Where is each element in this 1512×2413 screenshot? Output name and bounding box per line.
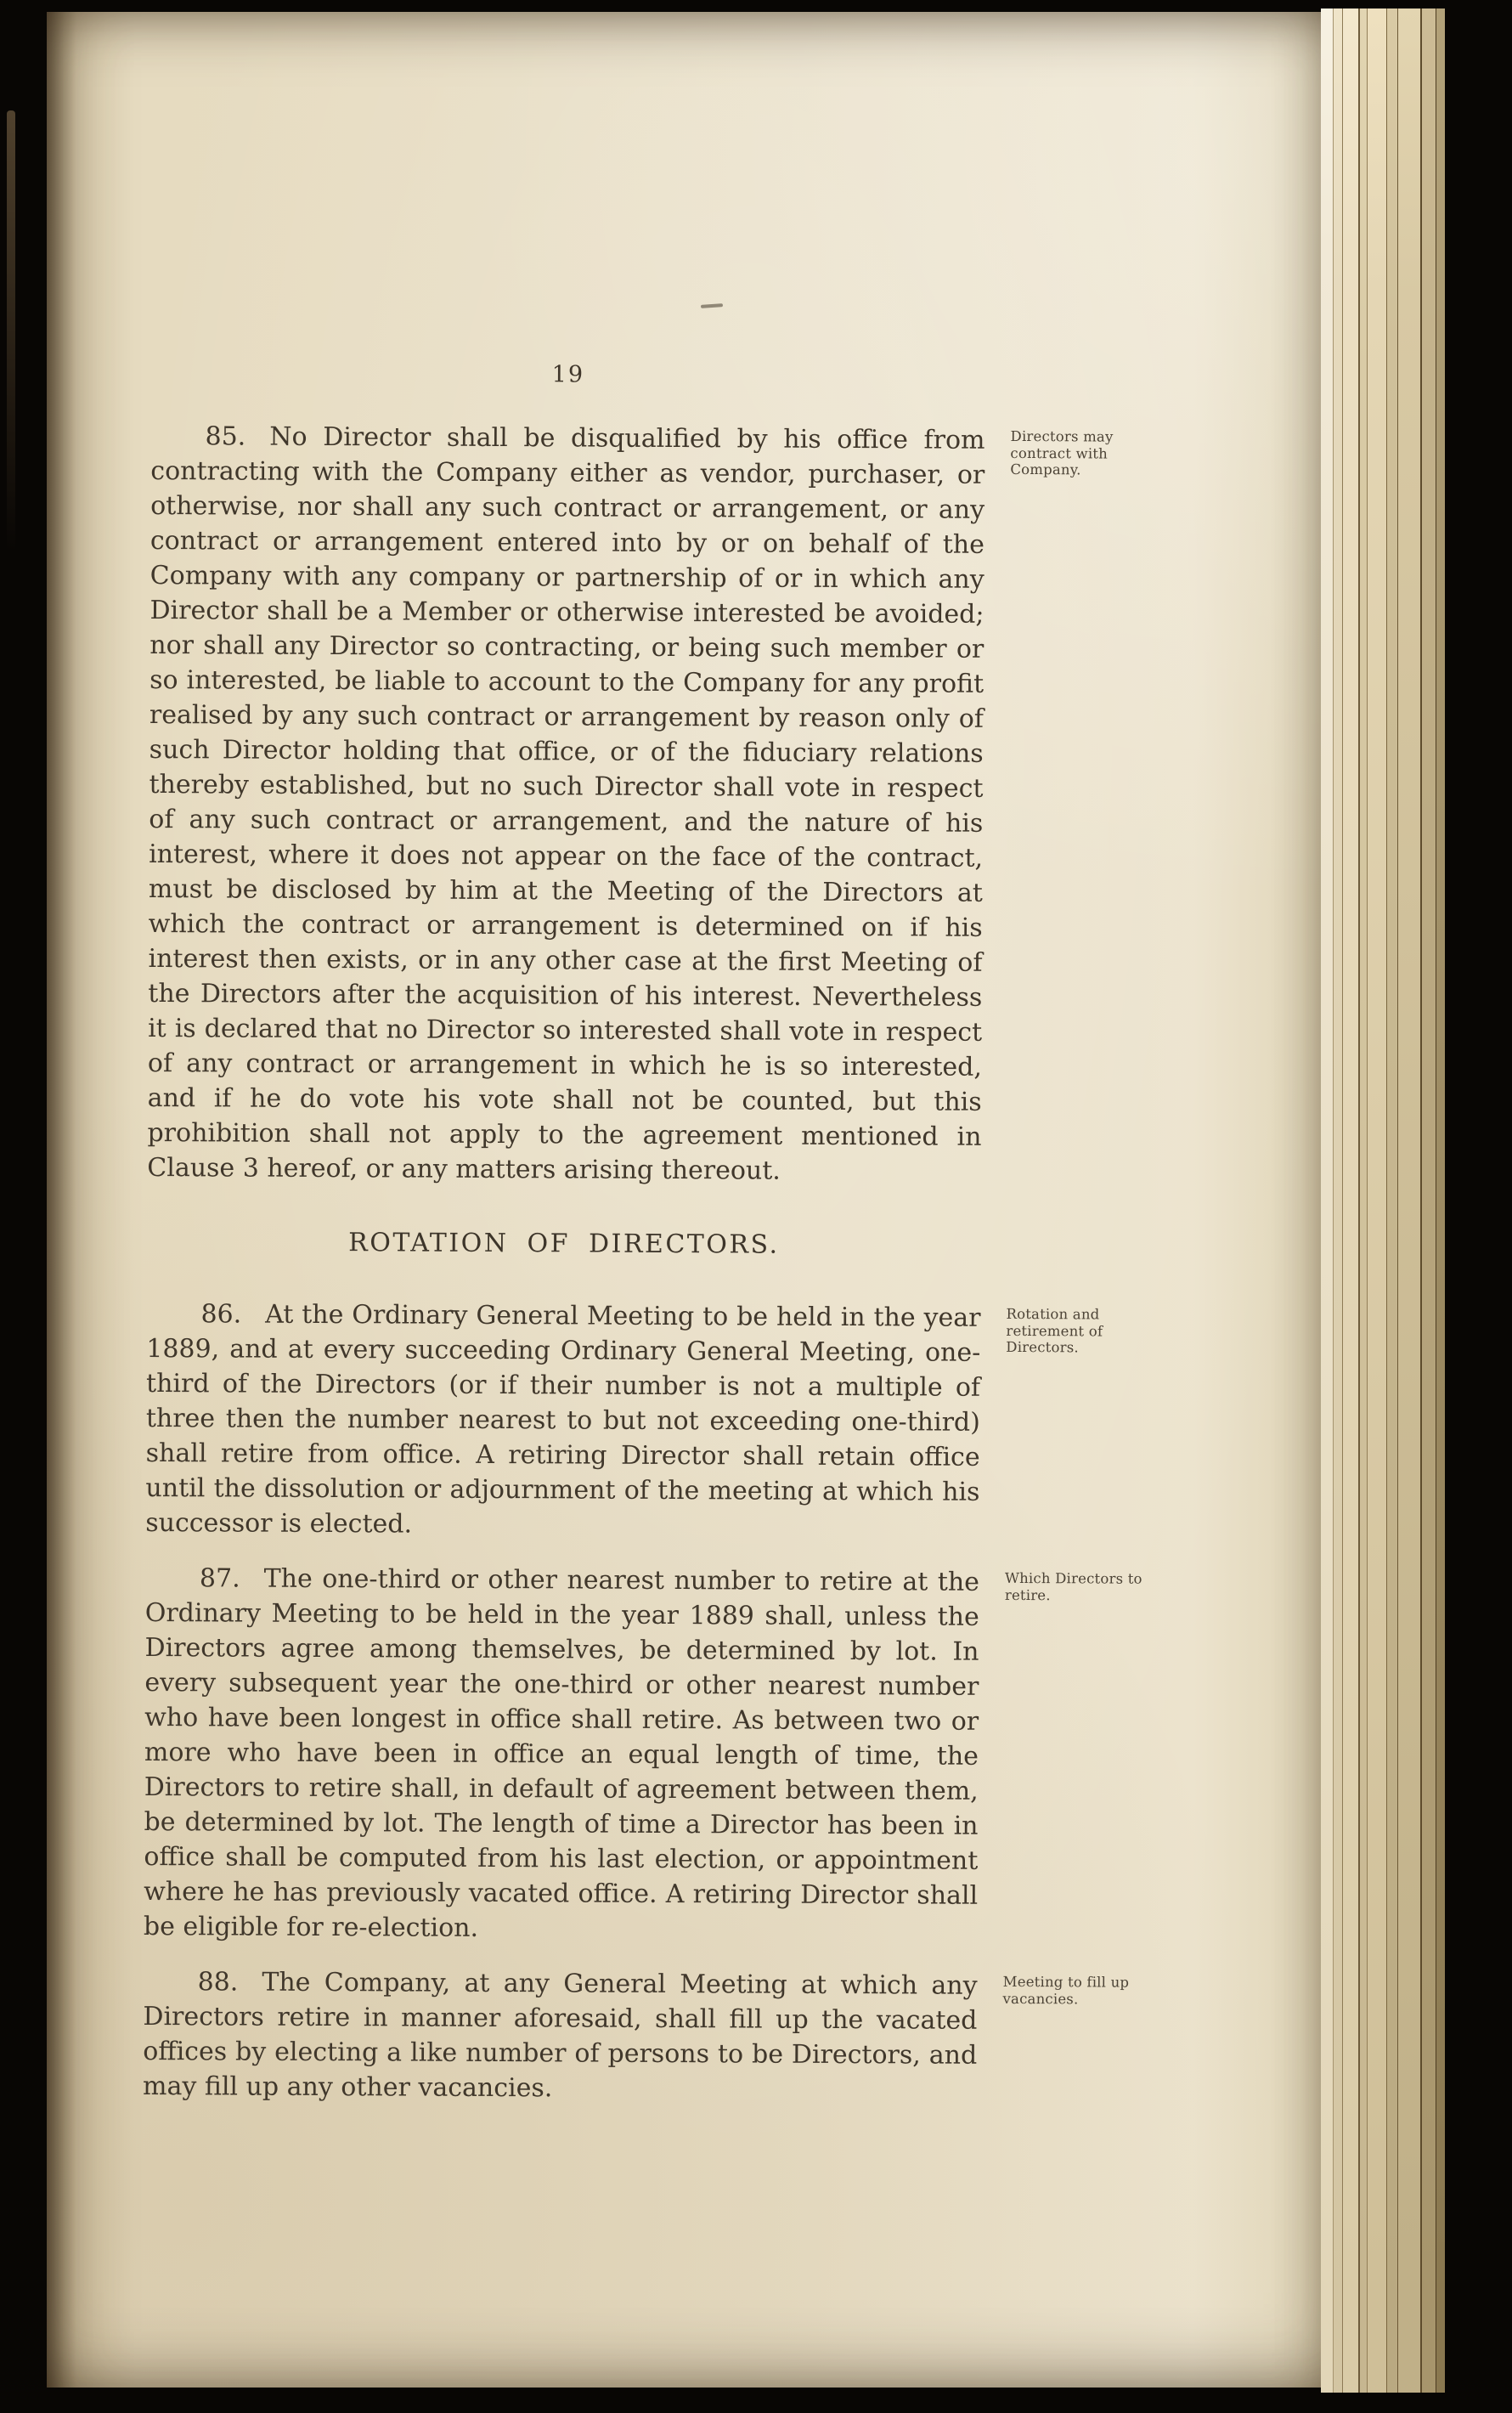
page-edge — [1436, 8, 1445, 2393]
clause-87-side-note: Which Directors to retire. — [1004, 1569, 1142, 1603]
clause-85-side-note: Directors may contract with Company. — [1010, 427, 1114, 478]
clause-86-text — [145, 1297, 980, 1545]
clause-85-number: 85. — [205, 421, 246, 452]
binding-shadow — [47, 12, 76, 2388]
clause-85-body: No Director shall be disqualified by his office from contracting with the Company either as vendor, purchaser, or otherwise, nor shall any such contract or arrangement, or any contract or arrangement entered into by or on behalf of the Company with any company or partnership of or in which any Director shall be a Member or otherwise interested be avoided; nor shall any Director so contracting, or being such member or so interested, be liable to account to the Company for any profit realised by any such contract or arrangement by reason only of such Director holding that office, or of the fiduciary relations thereby established, but no such Director shall vote in respect of any such contract or arrangement, and the nature of his interest, where it does not appear on the face of the contract, must be disclosed by him at the Meeting of the Directors at which the contract or arrangement is determined on if his interest then exists, or in any other case at the first Meeting of the Directors after the acquisition of his interest. Nevertheless it is declared that no Director so interested shall vote in respect of any contract or arrangement in which he is so interested, and if he do vote his vote shall not be counted, but this prohibition shall not apply to the agreement mentioned in Clause 3 hereof, or any matters arising thereout. — [147, 421, 985, 1186]
clause-88-text — [143, 1964, 978, 2108]
page-edge — [1398, 8, 1422, 2393]
clause-87 — [143, 1561, 1142, 1948]
clause-86-side-note: Rotation and retirement of Directors. — [1006, 1305, 1103, 1356]
page-edge — [1334, 8, 1343, 2393]
clause-87-body: The one-third or other nearest number to retire at the Ordinary Meeting to be held in the year 1889 shall, unless the Directors agree among themselves, be determined by lot. In every subsequent year the one-third or other nearest number who have been longest in office shall retire. As between two or more who have been in office an equal length of time, the Directors to retire shall, in default of agreement between them, be determined by lot. The length of time a Director has been in office shall be computed from his last election, or appointment where he has previously vacated office. A retiring Director shall be eligible for re-election. — [143, 1563, 980, 1943]
page-edge — [1368, 8, 1387, 2393]
page-edge — [1422, 8, 1436, 2393]
left-page-edge — [7, 110, 15, 552]
clause-86 — [145, 1297, 1103, 1545]
clause-86-number: 86. — [200, 1299, 242, 1330]
clause-88 — [142, 1964, 1130, 2108]
section-heading: ROTATION OF DIRECTORS. — [348, 1228, 780, 1260]
page-content — [142, 355, 1142, 2128]
page-edges-stack — [1321, 8, 1445, 2393]
clause-88-side-note: Meeting to fill up vacancies. — [1002, 1973, 1130, 2007]
clause-86-body: At the Ordinary General Meeting to be held in the year 1889, and at every succeeding Ordinary General Meeting, one-third of the Directors (or if their number is not a multiple of three then the number nearest to but not exceeding one-third) shall retire from office. A retiring Director shall retain office until the dissolution or adjournment of the meeting at which his successor is elected. — [145, 1299, 981, 1540]
clause-87-number: 87. — [199, 1563, 240, 1594]
clause-88-number: 88. — [197, 1967, 239, 1998]
page-edge — [1343, 8, 1360, 2393]
clause-87-text — [144, 1561, 979, 1948]
ink-smudge — [701, 303, 723, 308]
clause-88-body: The Company, at any General Meeting at which any Directors retire in manner aforesaid, shall fill up the vacated offices by electing a like number of persons to be Directors, and may fill up any other vacancies. — [142, 1967, 978, 2104]
book-page — [47, 12, 1321, 2388]
clause-85-text — [147, 419, 984, 1190]
clause-85 — [147, 419, 1114, 1190]
page-edge — [1387, 8, 1398, 2393]
page-edge — [1321, 8, 1334, 2393]
page-number: 19 — [551, 361, 585, 388]
page-edge — [1360, 8, 1368, 2393]
